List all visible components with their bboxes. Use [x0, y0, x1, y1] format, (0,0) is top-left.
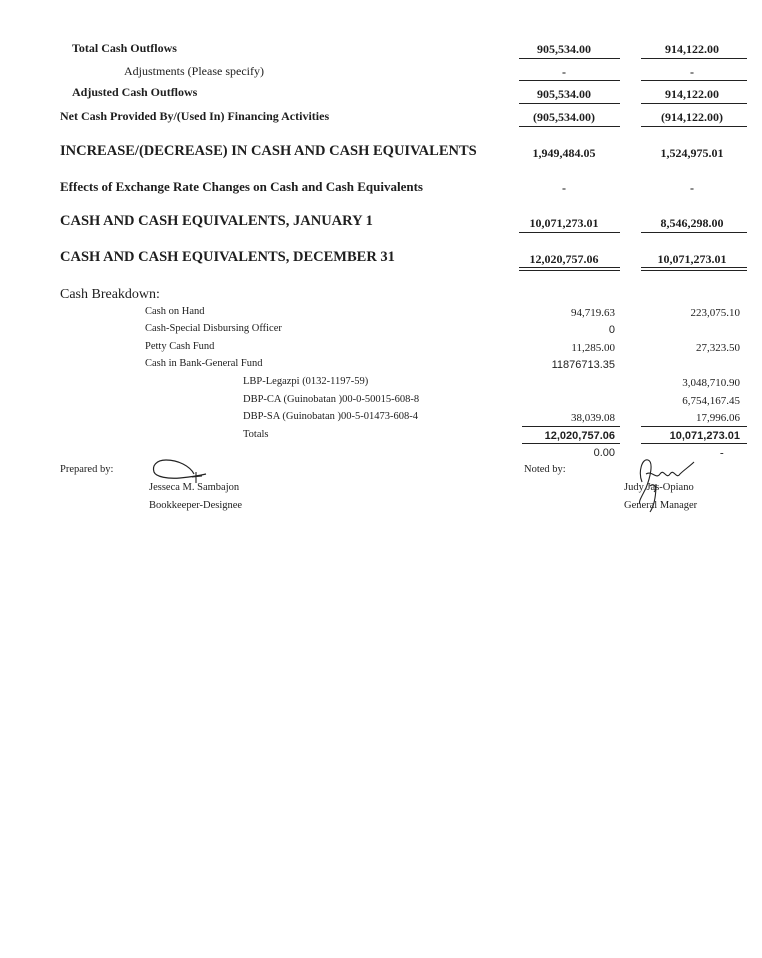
underline: [519, 103, 620, 104]
total-cash-outflows-value-2: 914,122.00: [665, 42, 719, 56]
cash-on-hand-value-2: 223,075.10: [690, 307, 740, 319]
december-label: CASH AND CASH EQUIVALENTS, DECEMBER 31: [60, 249, 395, 265]
net-cash-financing-value-2: (914,122.00): [661, 110, 723, 124]
january-value-1: 10,071,273.01: [529, 216, 599, 230]
bank-general-value-1: 11876713.35: [551, 359, 615, 371]
net-cash-financing-value-1: (905,534.00): [533, 110, 595, 124]
adjusted-cash-outflows-value-1: 905,534.00: [537, 87, 591, 101]
dbp-sa-value-1: 38,039.08: [571, 412, 615, 424]
special-disbursing-label: Cash-Special Disbursing Officer: [145, 323, 282, 334]
special-disbursing-value-1: 0: [608, 324, 615, 336]
january-label: CASH AND CASH EQUIVALENTS, JANUARY 1: [60, 213, 373, 229]
dbp-ca-label: DBP-CA (Guinobatan )00-0-50015-608-8: [243, 394, 420, 405]
underline: [641, 426, 747, 427]
manager-title: General Manager: [624, 500, 698, 511]
cash-on-hand-value-1: 94,719.63: [571, 307, 615, 319]
increase-value-1: 1,949,484.05: [532, 146, 596, 160]
underline: [641, 80, 747, 81]
cash-on-hand-label: Cash on Hand: [145, 306, 205, 317]
totals-label: Totals: [243, 429, 269, 440]
underline: [641, 103, 747, 104]
totals-value-1: 12,020,757.06: [544, 430, 615, 442]
january-value-2: 8,546,298.00: [660, 216, 724, 230]
petty-cash-label: Petty Cash Fund: [145, 341, 215, 352]
lbp-legazpi-value-2: 3,048,710.90: [682, 377, 740, 389]
manager-name: Judy Jas-Opiano: [624, 482, 694, 493]
bank-general-label: Cash in Bank-General Fund: [145, 358, 263, 369]
adjusted-cash-outflows-value-2: 914,122.00: [665, 87, 719, 101]
net-cash-financing-label: Net Cash Provided By/(Used In) Financing Activities: [60, 109, 330, 123]
december-value-2: 10,071,273.01: [657, 252, 727, 266]
preparer-title: Bookkeeper-Designee: [149, 500, 243, 511]
underline: [641, 58, 747, 59]
exchange-effects-value-1: -: [562, 181, 566, 195]
double-underline: [519, 267, 620, 271]
underline: [522, 426, 620, 427]
totals-value-2: 10,071,273.01: [669, 430, 740, 442]
underline: [519, 126, 620, 127]
petty-cash-value-2: 27,323.50: [696, 342, 740, 354]
increase-value-2: 1,524,975.01: [660, 146, 724, 160]
adjustments-label: Adjustments (Please specify): [124, 64, 264, 78]
petty-cash-value-1: 11,285.00: [571, 342, 615, 354]
dbp-sa-label: DBP-SA (Guinobatan )00-5-01473-608-4: [243, 411, 418, 422]
double-underline: [641, 267, 747, 271]
exchange-effects-label: Effects of Exchange Rate Changes on Cash and Cash Equivalents: [60, 179, 423, 194]
check-value-1: 0.00: [593, 447, 615, 459]
december-value-1: 12,020,757.06: [529, 252, 599, 266]
underline: [519, 80, 620, 81]
total-cash-outflows-value-1: 905,534.00: [537, 42, 591, 56]
lbp-legazpi-label: LBP-Legazpi (0132-1197-59): [243, 376, 369, 387]
underline: [641, 443, 747, 444]
prepared-by-label: Prepared by:: [60, 464, 114, 475]
underline: [519, 232, 620, 233]
underline: [519, 58, 620, 59]
check-value-2: -: [720, 447, 724, 459]
dbp-ca-value-2: 6,754,167.45: [682, 395, 740, 407]
underline: [641, 126, 747, 127]
underline: [641, 232, 747, 233]
adjusted-cash-outflows-label: Adjusted Cash Outflows: [72, 85, 198, 99]
noted-by-label: Noted by:: [524, 464, 566, 475]
exchange-effects-value-2: -: [690, 181, 694, 195]
underline: [522, 443, 620, 444]
adjustments-value-1: -: [562, 65, 566, 79]
total-cash-outflows-label: Total Cash Outflows: [72, 41, 177, 55]
dbp-sa-value-2: 17,996.06: [696, 412, 740, 424]
increase-label: INCREASE/(DECREASE) IN CASH AND CASH EQUIVALENTS: [60, 143, 477, 159]
adjustments-value-2: -: [690, 65, 694, 79]
preparer-name: Jesseca M. Sambajon: [149, 482, 240, 493]
cash-breakdown-title: Cash Breakdown:: [60, 287, 160, 302]
preparer-signature: [150, 452, 210, 486]
